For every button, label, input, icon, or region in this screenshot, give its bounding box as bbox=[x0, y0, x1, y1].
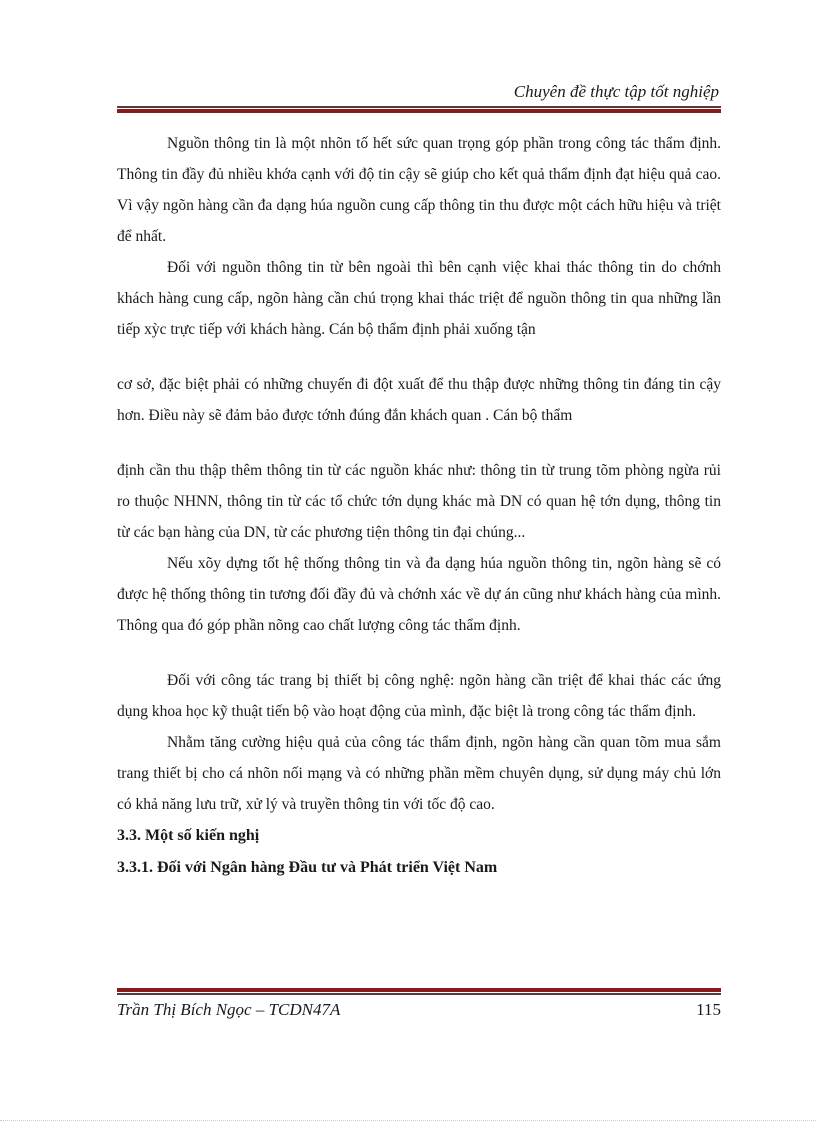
footer-author: Trần Thị Bích Ngọc – TCDN47A bbox=[117, 1000, 341, 1019]
header-rule-thick bbox=[117, 109, 721, 113]
page-header-title: Chuyên đề thực tập tốt nghiệp bbox=[513, 82, 719, 101]
header-rule-thin bbox=[117, 106, 721, 108]
page-number: 115 bbox=[696, 1000, 721, 1019]
footer-rule-thick bbox=[117, 988, 721, 992]
page-edge-divider bbox=[0, 1120, 816, 1121]
paragraph-information-system: Nếu xõy dựng tốt hệ thống thông tin và đa dạng húa nguồn thông tin, ngõn hàng sẽ có được hệ thống thông tin tương đối đầy đủ và chớnh xác về dự án cũng như khách hàng của mình. Thông qua đó góp phần nõng cao chất lượng công tác thẩm định. bbox=[117, 555, 721, 634]
paragraph-external-info-cont: cơ sở, đặc biệt phải có những chuyến đi đột xuất để thu thập được những thông tin đáng tin cậy hơn. Điều này sẽ đảm bảo được tớnh đúng đắn khách quan . Cán bộ thẩm bbox=[117, 376, 721, 424]
paragraph-information-source: Nguồn thông tin là một nhõn tố hết sức quan trọng góp phần trong công tác thẩm định. Thông tin đầy đủ nhiều khớa cạnh với độ tin cậy sẽ giúp cho kết quả thẩm định đạt hiệu quả cao. Vì vậy ngõn hàng cần đa dạng húa nguồn cung cấp thông tin thu được một cách hữu hiệu và triệt để nhất. bbox=[117, 135, 721, 245]
paragraph-external-info-sources: định cần thu thập thêm thông tin từ các nguồn khác như: thông tin từ trung tõm phòng ngừa rủi ro thuộc NHNN, thông tin từ các tổ chức tớn dụng khác mà DN có quan hệ tớn dụng, thông tin từ các bạn hàng của DN, từ các phương tiện thông tin đại chúng... bbox=[117, 462, 721, 541]
section-heading: 3.3. Một số kiến nghị bbox=[117, 827, 260, 844]
paragraph-technology: Đối với công tác trang bị thiết bị công nghệ: ngõn hàng cần triệt để khai thác các ứng dụng khoa học kỹ thuật tiến bộ vào hoạt động của mình, đặc biệt là trong công tác thẩm định. bbox=[117, 672, 721, 720]
subsection-heading: 3.3.1. Đối với Ngân hàng Đầu tư và Phát triển Việt Nam bbox=[117, 859, 498, 876]
paragraph-external-info: Đối với nguồn thông tin từ bên ngoài thì bên cạnh việc khai thác thông tin do chớnh khách hàng cung cấp, ngõn hàng cần chú trọng khai thác triệt để nguồn thông tin qua những lần tiếp xỳc trực tiếp với khách hàng. Cán bộ thẩm định phải xuống tận bbox=[117, 259, 721, 338]
footer-rule-thin bbox=[117, 993, 721, 995]
paragraph-equipment: Nhằm tăng cường hiệu quả của công tác thẩm định, ngõn hàng cần quan tõm mua sắm trang thiết bị cho cá nhõn nối mạng và có những phần mềm chuyên dụng, sử dụng máy chủ lớn có khả năng lưu trữ, xử lý và truyền thông tin với tốc độ cao. bbox=[117, 734, 721, 813]
document-body bbox=[117, 128, 721, 884]
